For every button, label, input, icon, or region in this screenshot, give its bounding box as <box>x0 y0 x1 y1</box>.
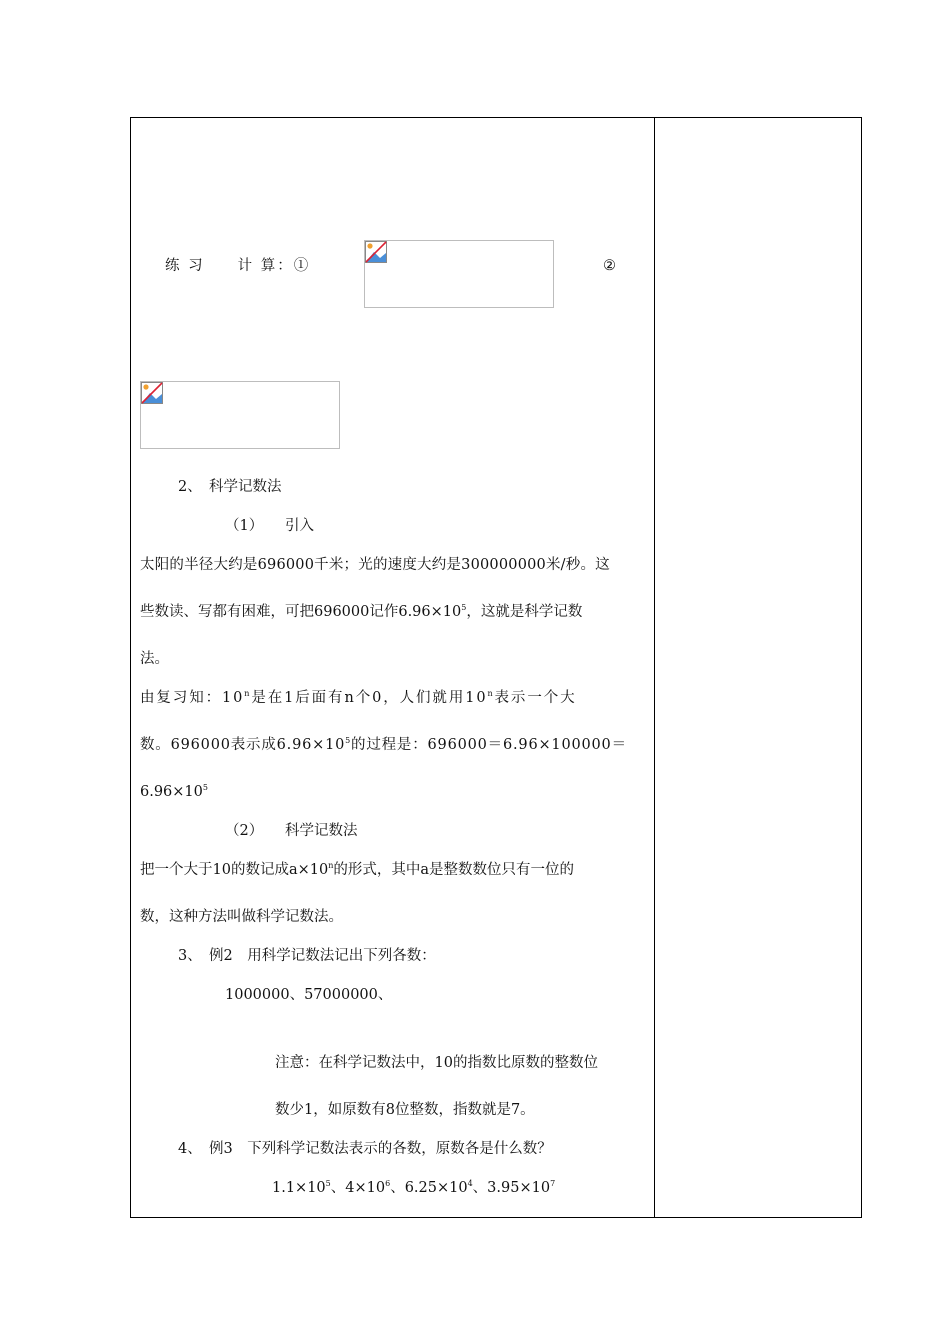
formula-image-2 <box>140 381 340 449</box>
note-line-2: 数少1，如原数有8位整数，指数就是7。 <box>275 1102 535 1118</box>
section-2-sub-1: （1） 引入 <box>225 518 314 534</box>
exercise-label: 练 习 计 算：① <box>165 258 311 274</box>
process-line: 数。696000表示成$6.96\times 10^5$的过程是：696000＝6.96×100000＝ <box>140 736 627 753</box>
section-4-title: 4、 例3 下列科学记数法表示的各数，原数各是什么数？ <box>178 1141 552 1157</box>
exercise-item-2-marker: ② <box>603 258 616 274</box>
example-3-numbers <box>272 1178 555 1198</box>
section-2-sub-2: （2） 科学记数法 <box>225 823 358 839</box>
sci-number: $4\times 10^6$、 <box>345 1179 405 1196</box>
formula-image-1 <box>364 240 554 308</box>
sci-number: $6.25\times 10^4$、 <box>404 1179 488 1196</box>
definition-line-1: 把一个大于10的数记成$a\times 10^n$的形式，其中a是整数数位只有一位的 <box>140 861 575 878</box>
note-line-1: 注意：在科学记数法中，10的指数比原数的整数位 <box>275 1055 598 1071</box>
intro-line-2: 些数读、写都有困难，可把696000记作$6.96\times 10^5$，这就是科学记数 <box>140 603 583 620</box>
intro-line-1: 太阳的半径大约是696000千米；光的速度大约是300000000米/秒。这 <box>140 557 610 573</box>
sci-number: $1.1\times 10^5$、 <box>272 1179 346 1196</box>
example-2-numbers: 1000000、57000000、 <box>225 987 393 1003</box>
review-line: 由复习知：10$^n$是在1后面有n个0，人们就用10$^n$表示一个大 <box>140 689 577 706</box>
result-line: $6.96\times 10^5$ <box>140 783 208 800</box>
definition-line-2: 数，这种方法叫做科学记数法。 <box>140 909 343 925</box>
intro-line-3: 法。 <box>140 651 169 667</box>
broken-image-icon <box>141 382 163 404</box>
section-3-title: 3、 例2 用科学记数法记出下列各数： <box>178 948 436 964</box>
sci-number: $3.95\times 10^7$ <box>487 1179 556 1196</box>
table-column-divider <box>654 117 655 1218</box>
section-2-title: 2、 科学记数法 <box>178 479 282 495</box>
broken-image-icon <box>365 241 387 263</box>
